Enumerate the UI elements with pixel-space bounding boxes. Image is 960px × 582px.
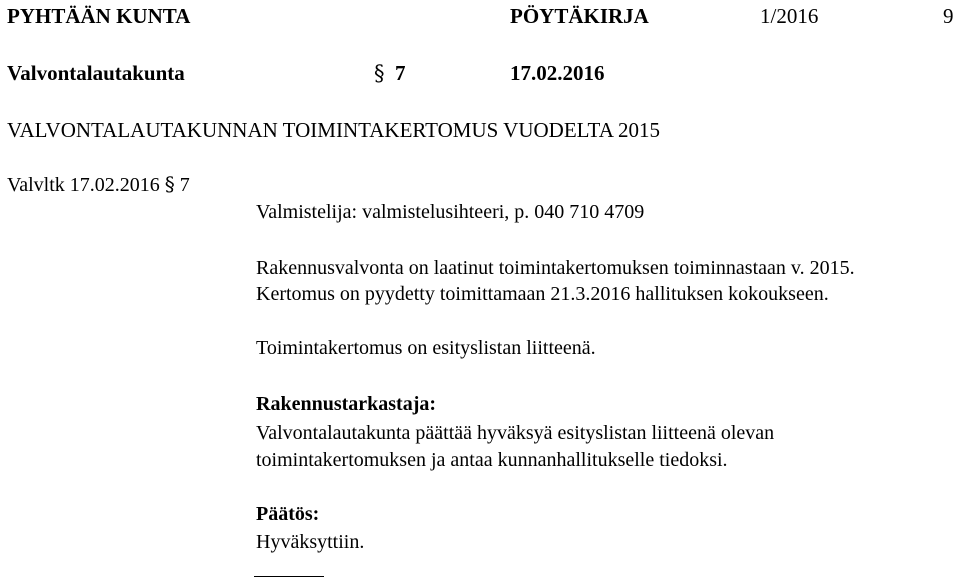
meeting-reference [7, 172, 190, 197]
reference-section-symbol: § [164, 172, 175, 196]
page-number: 9 [943, 4, 954, 28]
section-number: 7 [395, 61, 406, 85]
paragraph-line: Kertomus on pyydetty toimittamaan 21.3.2016 hallituksen kokoukseen. [256, 283, 829, 305]
decision-heading: Päätös: [256, 503, 320, 525]
page-title: VALVONTALAUTAKUNNAN TOIMINTAKERTOMUS VUODELTA 2015 [7, 118, 660, 142]
section-header [374, 61, 406, 85]
municipality-name: PYHTÄÄN KUNTA [7, 4, 191, 28]
reference-text: Valvltk 17.02.2016 [7, 174, 160, 196]
proposal-line: Valvontalautakunta päättää hyväksyä esityslistan liitteenä olevan [256, 422, 775, 444]
attachment-note: Toimintakertomus on esityslistan liitteenä. [256, 337, 596, 359]
signature-line [254, 576, 324, 577]
paragraph-line: Rakennusvalvonta on laatinut toimintakertomuksen toiminnastaan v. 2015. [256, 257, 855, 279]
document-type: PÖYTÄKIRJA [510, 4, 649, 28]
preparer-line: Valmistelija: valmistelusihteeri, p. 040 710 4709 [256, 201, 645, 223]
committee-name: Valvontalautakunta [7, 61, 185, 85]
decision-text: Hyväksyttiin. [256, 531, 365, 553]
meeting-date: 17.02.2016 [510, 61, 605, 85]
proposal-line: toimintakertomuksen ja antaa kunnanhallitukselle tiedoksi. [256, 449, 728, 471]
document-number: 1/2016 [760, 4, 819, 28]
proposal-heading: Rakennustarkastaja: [256, 393, 437, 415]
reference-section-number: 7 [179, 174, 190, 196]
section-symbol: § [374, 61, 385, 85]
